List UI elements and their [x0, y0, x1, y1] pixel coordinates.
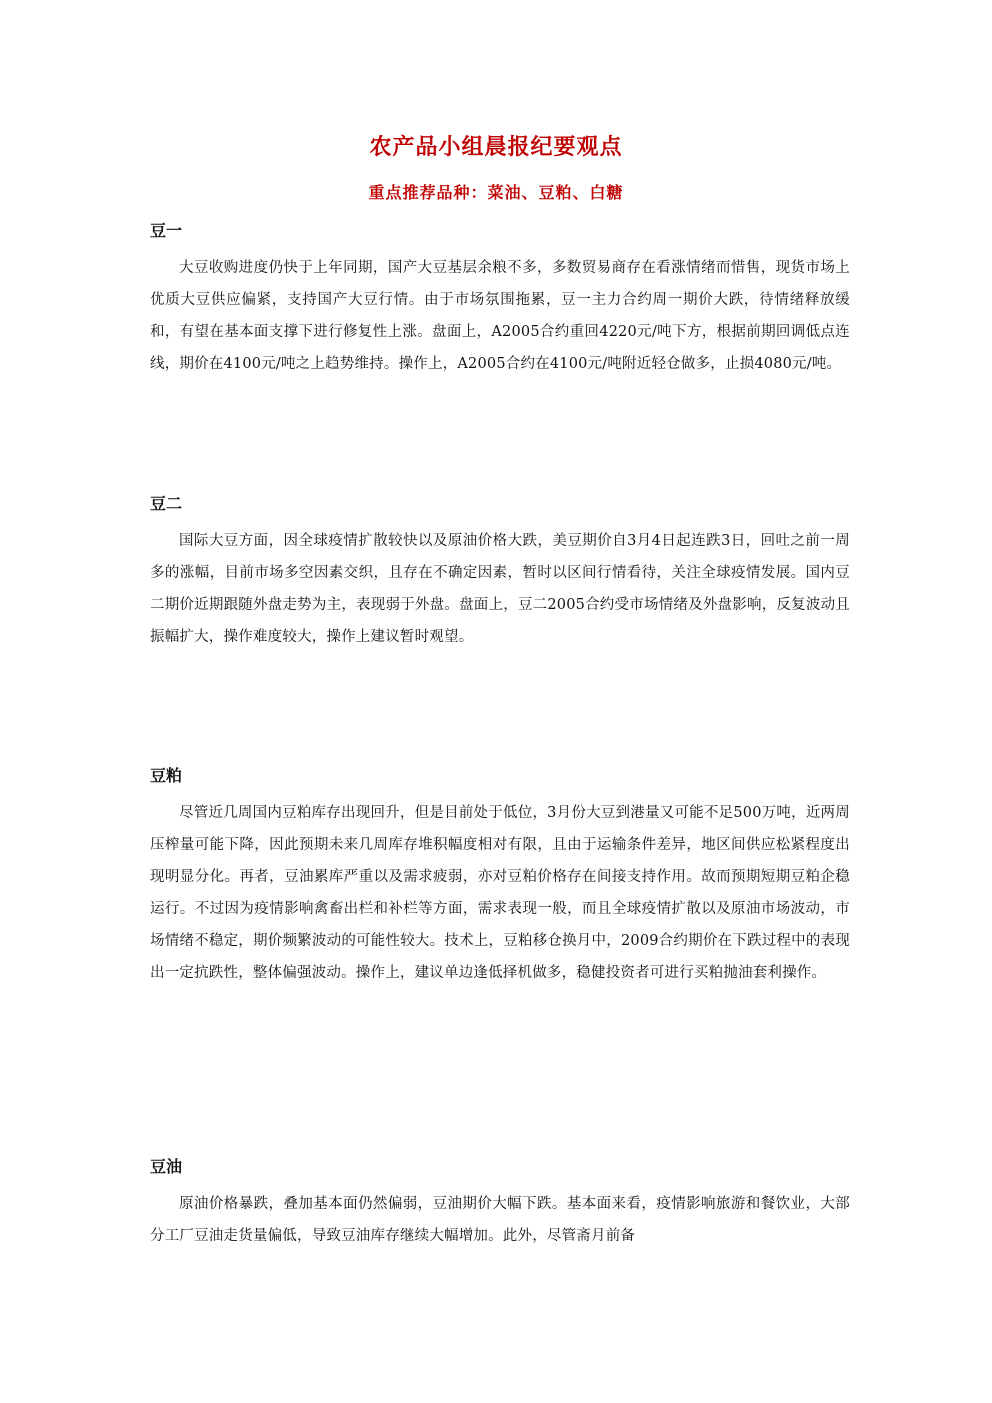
section-dou-you	[150, 1154, 850, 1252]
section-heading: 豆二	[150, 494, 183, 513]
section-heading: 豆油	[150, 1157, 183, 1176]
section-heading: 豆粕	[150, 766, 183, 785]
section-paragraph: 大豆收购进度仍快于上年同期，国产大豆基层余粮不多，多数贸易商存在看涨情绪而惜售，现货市场上优质大豆供应偏紧，支持国产大豆行情。由于市场氛围拖累，豆一主力合约周一期价大跌，待情绪释放缓和，有望在基本面支撑下进行修复性上涨。盘面上，A2005合约重回4220元/吨下方，根据前期回调低点连线，期价在4100元/吨之上趋势维持。操作上，A2005合约在4100元/吨附近轻仓做多，止损4080元/吨。	[150, 260, 850, 372]
section-heading: 豆一	[150, 221, 183, 240]
section-dou-po	[150, 763, 850, 989]
section-paragraph: 原油价格暴跌，叠加基本面仍然偏弱，豆油期价大幅下跌。基本面来看，疫情影响旅游和餐饮业，大部分工厂豆油走货量偏低，导致豆油库存继续大幅增加。此外，尽管斋月前备	[150, 1196, 850, 1244]
document-subtitle: 重点推荐品种：菜油、豆粕、白糖	[368, 183, 624, 202]
section-dou-yi	[150, 218, 850, 380]
section-paragraph: 国际大豆方面，因全球疫情扩散较快以及原油价格大跌，美豆期价自3月4日起连跌3日，回吐之前一周多的涨幅，目前市场多空因素交织，且存在不确定因素，暂时以区间行情看待，关注全球疫情发展。国内豆二期价近期跟随外盘走势为主，表现弱于外盘。盘面上，豆二2005合约受市场情绪及外盘影响，反复波动且振幅扩大，操作难度较大，操作上建议暂时观望。	[150, 533, 850, 645]
section-paragraph: 尽管近几周国内豆粕库存出现回升，但是目前处于低位，3月份大豆到港量又可能不足500万吨，近两周压榨量可能下降，因此预期未来几周库存堆积幅度相对有限，且由于运输条件差异，地区间供应松紧程度出现明显分化。再者，豆油累库严重以及需求疲弱，亦对豆粕价格存在间接支持作用。故而预期短期豆粕企稳运行。不过因为疫情影响禽畜出栏和补栏等方面，需求表现一般，而且全球疫情扩散以及原油市场波动，市场情绪不稳定，期价频繁波动的可能性较大。技术上，豆粕移仓换月中，2009合约期价在下跌过程中的表现出一定抗跌性，整体偏强波动。操作上，建议单边逢低择机做多，稳健投资者可进行买粕抛油套利操作。	[150, 805, 850, 981]
section-dou-er	[150, 491, 850, 653]
document-title: 农产品小组晨报纪要观点	[369, 135, 623, 160]
